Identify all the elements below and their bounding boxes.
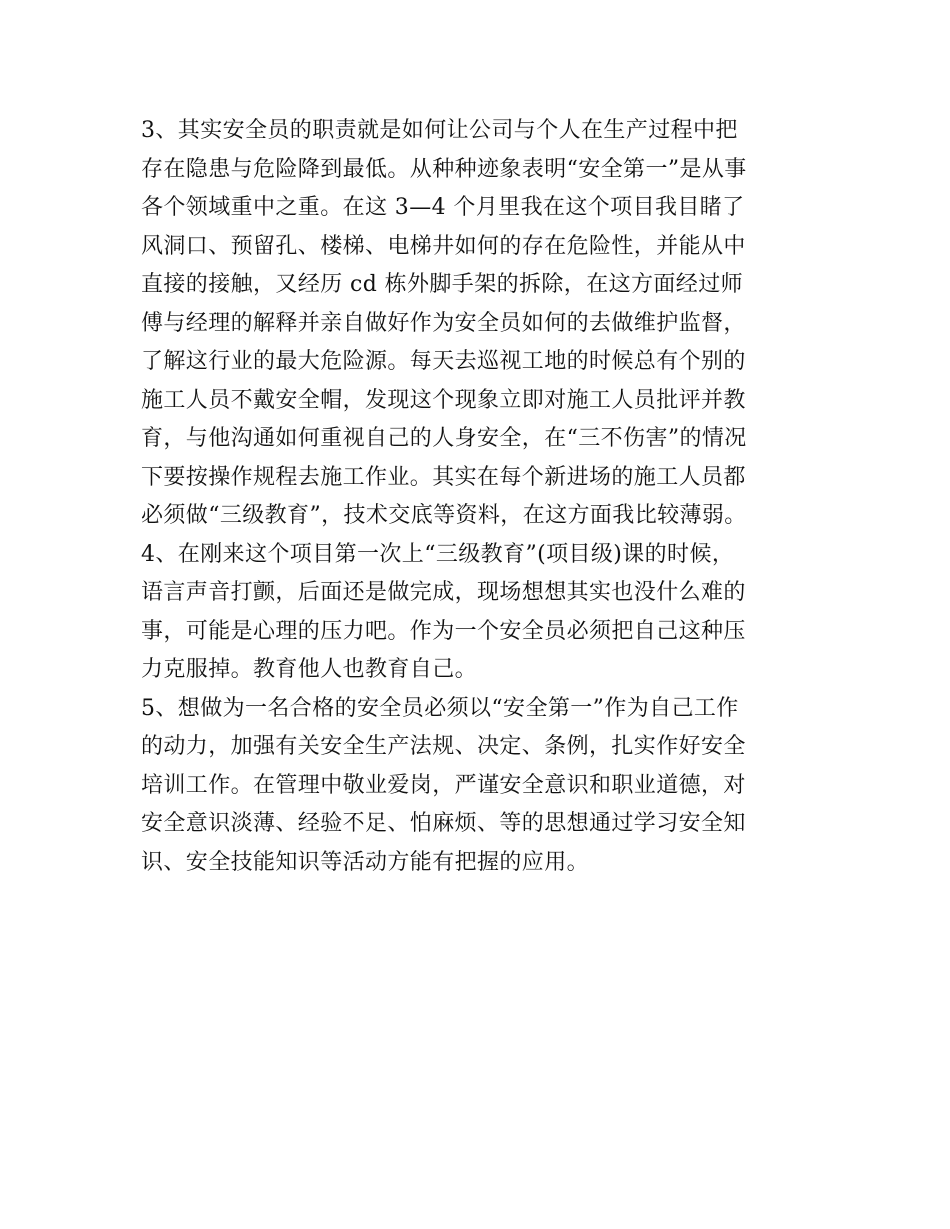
text-line: 育，与他沟通如何重视自己的人身安全，在“三不伤害”的情况 [141, 426, 747, 451]
text-line: 直接的接触，又经历 cd 栋外脚手架的拆除，在这方面经过师 [141, 272, 743, 297]
text-line: 4、在刚来这个项目第一次上“三级教育”(项目级)课的时候， [141, 541, 735, 567]
text-line: 识、安全技能知识等活动方能有把握的应用。 [141, 849, 590, 875]
text-line: 事，可能是心理的压力吧。作为一个安全员必须把自己这种压 [141, 618, 746, 644]
text-line: 各个领域重中之重。在这 3—4 个月里我在这个项目我目睹了 [141, 195, 745, 220]
text-line: 风洞口、预留孔、楼梯、电梯井如何的存在危险性，并能从中 [141, 233, 746, 259]
text-line: 安全意识淡薄、经验不足、怕麻烦、等的思想通过学习安全知 [141, 811, 746, 836]
text-line: 存在隐患与危险降到最低。从种种迹象表明“安全第一”是从事 [141, 156, 747, 182]
text-line: 傅与经理的解释并亲自做好作为安全员如何的去做维护监督， [141, 310, 746, 336]
text-line: 力克服掉。教育他人也教育自己。 [141, 657, 478, 682]
text-line: 了解这行业的最大危险源。每天去巡视工地的时候总有个别的 [141, 349, 746, 374]
text-line: 必须做“三级教育”，技术交底等资料，在这方面我比较薄弱。 [141, 503, 747, 528]
text-line: 培训工作。在管理中敬业爱岗，严谨安全意识和职业道德，对 [141, 772, 746, 798]
text-line: 5、想做为一名合格的安全员必须以“安全第一”作为自己工作 [141, 695, 739, 721]
text-line: 施工人员不戴安全帽，发现这个现象立即对施工人员批评并教 [141, 387, 746, 413]
text-line: 3、其实安全员的职责就是如何让公司与个人在生产过程中把 [141, 118, 738, 143]
text-line: 的动力，加强有关安全生产法规、决定、条例，扎实作好安全 [141, 734, 746, 759]
text-line: 语言声音打颤，后面还是做完成，现场想想其实也没什么难的 [141, 580, 746, 605]
text-line: 下要按操作规程去施工作业。其实在每个新进场的施工人员都 [141, 464, 746, 490]
document-body [141, 112, 841, 882]
